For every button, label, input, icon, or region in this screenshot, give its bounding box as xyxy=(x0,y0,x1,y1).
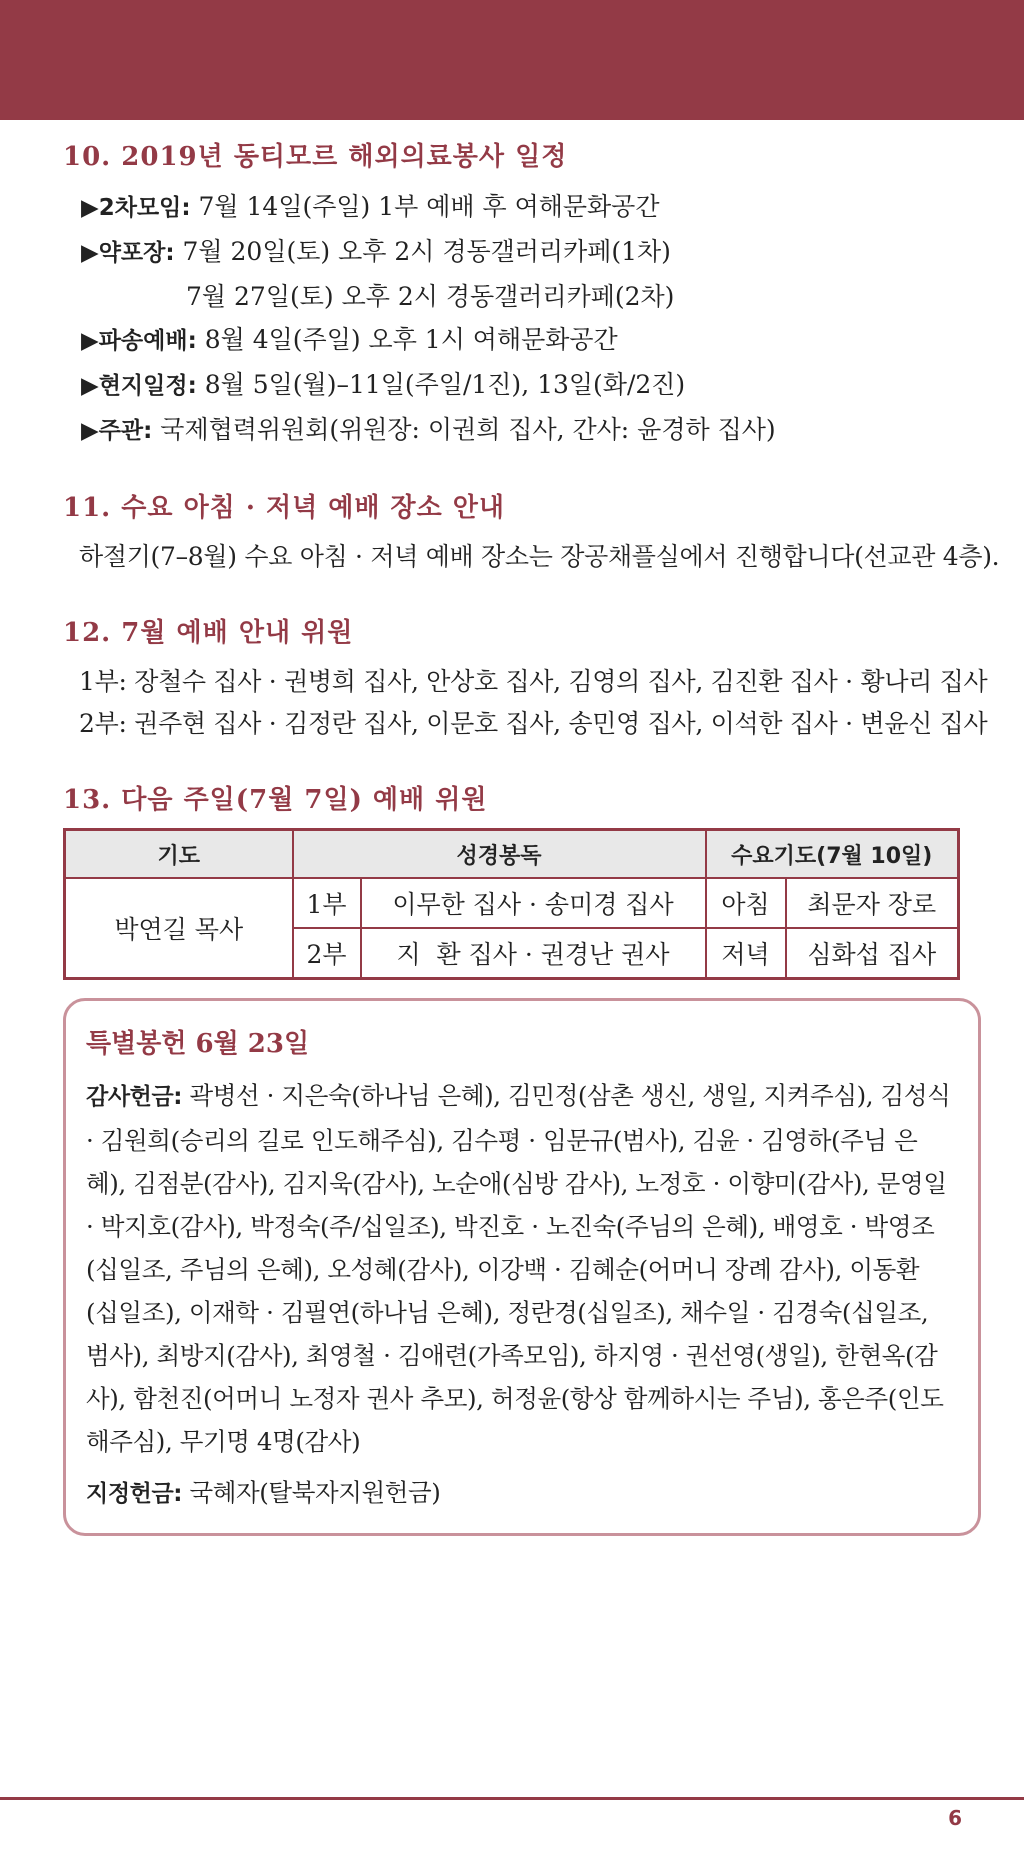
schedule-text: 7월 27일(토) 오후 2시 경동갤러리카페(2차) xyxy=(186,282,675,311)
arrow-icon: ▶ xyxy=(81,240,99,266)
worship-duty-table xyxy=(63,828,960,980)
page-number: 6 xyxy=(948,1806,962,1830)
arrow-icon: ▶ xyxy=(81,328,99,354)
service-label: 2부 xyxy=(293,928,361,979)
special-offering-box xyxy=(63,998,981,1536)
bulletin-content xyxy=(63,136,1000,1014)
offering-title: 특별봉헌 6월 23일 xyxy=(86,1029,310,1059)
schedule-item xyxy=(63,275,963,318)
schedule-label: 현지일정: xyxy=(98,373,197,399)
schedule-text: 8월 4일(주일) 오후 1시 여해문화공간 xyxy=(196,325,618,354)
prayer-leader: 박연길 목사 xyxy=(65,878,293,979)
schedule-item xyxy=(63,230,963,275)
table-row xyxy=(65,878,959,928)
section-12-title: 12. 7월 예배 안내 위원 xyxy=(63,618,354,648)
header-bar xyxy=(0,0,1024,120)
schedule-label: 주관: xyxy=(98,418,153,444)
schedule-text: 8월 5일(월)–11일(주일/1진), 13일(화/2진) xyxy=(196,370,686,399)
usher-line-2: 2부: 권주현 집사 · 김정란 집사, 이문호 집사, 송민영 집사, 이석한 집사 · 변윤신 집사 xyxy=(79,709,988,738)
schedule-item xyxy=(63,185,963,230)
scripture-reader: 지 환 집사 · 권경난 권사 xyxy=(361,928,706,979)
schedule-label: 파송예배: xyxy=(98,328,197,354)
schedule-text: 국제협력위원회(위원장: 이권희 집사, 간사: 윤경하 집사) xyxy=(152,415,776,444)
scripture-reader: 이무한 집사 · 송미경 집사 xyxy=(361,878,706,928)
arrow-icon: ▶ xyxy=(81,418,99,444)
section-13 xyxy=(63,779,963,980)
footer-line xyxy=(0,1797,1024,1800)
schedule-text: 7월 14일(주일) 1부 예배 후 여해문화공간 xyxy=(190,192,660,221)
schedule-text: 7월 20일(토) 오후 2시 경동갤러리카페(1차) xyxy=(174,237,671,266)
designated-offering-label: 지정헌금: xyxy=(86,1481,183,1507)
schedule-item xyxy=(63,363,963,408)
thanks-offering xyxy=(86,1074,951,1463)
thanks-offering-text: 곽병선 · 지은숙(하나님 은혜), 김민정(삼촌 생신, 생일, 지켜주심), 김성식 · 김원희(승리의 길로 인도해주심), 김수평 · 임문규(범사), 김윤 · 김영하(주님 은혜), 김점분(감사), 김지욱(감사), 노순애(심방 감사), 노정호 · 이향미(감사), 문영일 · 박지호(감사), 박정숙(주/십일조), 박진호 · 노진숙(주님의 은혜), 배영호 · 박영조(십일조, 주님의 은혜), 오성혜(감사), 이강백 · 김혜순(어머니 장례 감사), 이동환(십일조), 이재학 · 김필연(하나님 은혜), 정란경(십일조), 채수일 · 김경숙(십일조, 범사), 최방지(감사), 최영철 · 김애련(가족모임), 하지영 · 권선영(생일), 한현옥(감사), 함천진(어머니 노정자 권사 추모), 허정윤(항상 함께하시는 주님), 홍은주(인도해주심), 무기명 4명(감사) xyxy=(86,1081,951,1456)
section-11-title: 11. 수요 아침 · 저녁 예배 장소 안내 xyxy=(63,493,506,523)
thanks-offering-label: 감사헌금: xyxy=(86,1084,183,1110)
arrow-icon: ▶ xyxy=(81,373,99,399)
section-11-text: 하절기(7–8월) 수요 아침 · 저녁 예배 장소는 장공채플실에서 진행합니다(선교관 4층). xyxy=(79,542,1000,571)
wednesday-time: 아침 xyxy=(706,878,786,928)
usher-line-1: 1부: 장철수 집사 · 권병희 집사, 안상호 집사, 김영의 집사, 김진환 집사 · 황나리 집사 xyxy=(79,667,988,696)
offering-body xyxy=(86,1074,951,1516)
section-10-title: 10. 2019년 동티모르 해외의료봉사 일정 xyxy=(63,142,568,172)
designated-offering-text: 국혜자(탈북자지원헌금) xyxy=(182,1478,441,1507)
header-scripture: 성경봉독 xyxy=(293,830,706,879)
section-10 xyxy=(63,136,963,453)
section-11 xyxy=(63,487,1000,578)
schedule-item xyxy=(63,318,963,363)
header-wednesday-prayer: 수요기도(7월 10일) xyxy=(706,830,959,879)
table-header-row xyxy=(65,830,959,879)
arrow-icon: ▶ xyxy=(81,195,99,221)
wednesday-time: 저녁 xyxy=(706,928,786,979)
header-prayer: 기도 xyxy=(65,830,293,879)
wednesday-leader: 최문자 장로 xyxy=(786,878,959,928)
section-13-title: 13. 다음 주일(7월 7일) 예배 위원 xyxy=(63,785,488,815)
wednesday-leader: 심화섭 집사 xyxy=(786,928,959,979)
schedule-label: 약포장: xyxy=(98,240,175,266)
schedule-label: 2차모임: xyxy=(98,195,191,221)
service-label: 1부 xyxy=(293,878,361,928)
designated-offering xyxy=(86,1471,951,1516)
section-12 xyxy=(63,612,988,745)
schedule-item xyxy=(63,408,963,453)
